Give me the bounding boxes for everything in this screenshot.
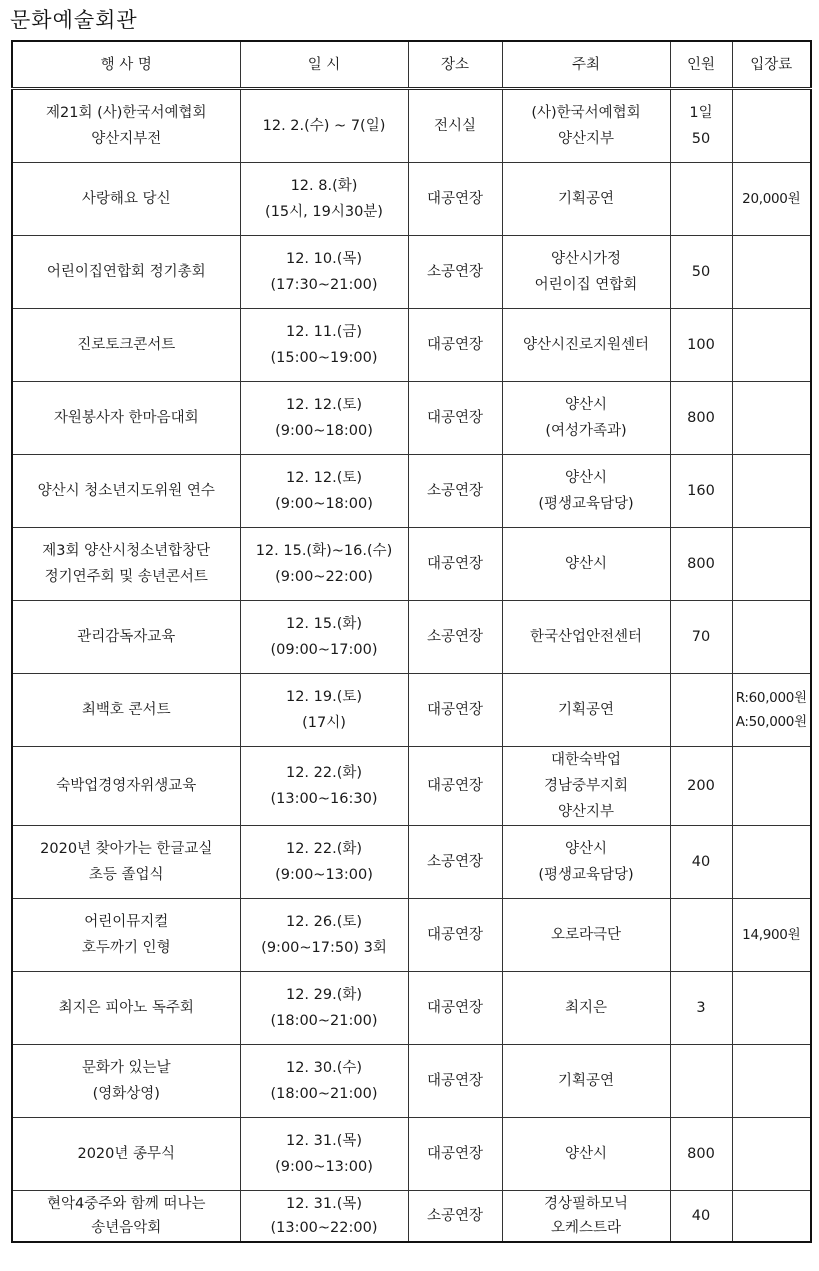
venue-cell: 대공연장 [408, 1045, 502, 1118]
fee-cell [732, 747, 811, 826]
fee-cell [732, 89, 811, 163]
venue-cell: 대공연장 [408, 899, 502, 972]
fee-cell [732, 455, 811, 528]
fee-cell: R:60,000원 A:50,000원 [732, 674, 811, 747]
event-name-cell: 어린이뮤지컬 호두까기 인형 [12, 899, 240, 972]
fee-cell: 20,000원 [732, 163, 811, 236]
host-cell: 양산시 (평생교육담당) [502, 455, 670, 528]
fee-cell [732, 382, 811, 455]
people-cell: 40 [670, 1191, 732, 1243]
host-cell: 경상필하모닉 오케스트라 [502, 1191, 670, 1243]
event-name-cell: 어린이집연합회 정기총회 [12, 236, 240, 309]
fee-cell [732, 528, 811, 601]
page-title: 문화예술회관 [10, 8, 138, 32]
datetime-cell: 12. 19.(토) (17시) [240, 674, 408, 747]
event-name-cell: 최지은 피아노 독주회 [12, 972, 240, 1045]
host-cell: 오로라극단 [502, 899, 670, 972]
people-cell: 50 [670, 236, 732, 309]
people-cell: 100 [670, 309, 732, 382]
people-cell: 800 [670, 1118, 732, 1191]
datetime-cell: 12. 10.(목) (17:30~21:00) [240, 236, 408, 309]
host-cell: 한국산업안전센터 [502, 601, 670, 674]
fee-cell: 14,900원 [732, 899, 811, 972]
people-cell: 160 [670, 455, 732, 528]
table-row [12, 382, 811, 455]
datetime-cell: 12. 26.(토) (9:00~17:50) 3회 [240, 899, 408, 972]
datetime-cell: 12. 22.(화) (9:00~13:00) [240, 826, 408, 899]
event-name-cell: 숙박업경영자위생교육 [12, 747, 240, 826]
table-row [12, 601, 811, 674]
table-row [12, 747, 811, 826]
header-datetime: 일 시 [240, 41, 408, 89]
table-row [12, 1045, 811, 1118]
table-row [12, 163, 811, 236]
host-cell: 최지은 [502, 972, 670, 1045]
datetime-cell: 12. 30.(수) (18:00~21:00) [240, 1045, 408, 1118]
datetime-cell: 12. 31.(목) (13:00~22:00) [240, 1191, 408, 1243]
venue-cell: 대공연장 [408, 972, 502, 1045]
event-name-cell: 양산시 청소년지도위원 연수 [12, 455, 240, 528]
event-name-cell: 제3회 양산시청소년합창단 정기연주회 및 송년콘서트 [12, 528, 240, 601]
host-cell: 양산시 [502, 528, 670, 601]
table-row [12, 826, 811, 899]
host-cell: (사)한국서예협회 양산지부 [502, 89, 670, 163]
people-cell [670, 1045, 732, 1118]
datetime-cell: 12. 12.(토) (9:00~18:00) [240, 455, 408, 528]
venue-cell: 소공연장 [408, 455, 502, 528]
fee-cell [732, 309, 811, 382]
people-cell [670, 674, 732, 747]
host-cell: 대한숙박업 경남중부지회 양산지부 [502, 747, 670, 826]
venue-cell: 대공연장 [408, 163, 502, 236]
event-name-cell: 문화가 있는날 (영화상영) [12, 1045, 240, 1118]
venue-cell: 대공연장 [408, 309, 502, 382]
fee-cell [732, 826, 811, 899]
event-schedule-table [11, 40, 812, 1243]
datetime-cell: 12. 11.(금) (15:00~19:00) [240, 309, 408, 382]
datetime-cell: 12. 15.(화) (09:00~17:00) [240, 601, 408, 674]
table-row [12, 89, 811, 163]
fee-cell [732, 1045, 811, 1118]
fee-cell [732, 1191, 811, 1243]
people-cell [670, 899, 732, 972]
people-cell: 200 [670, 747, 732, 826]
datetime-cell: 12. 22.(화) (13:00~16:30) [240, 747, 408, 826]
header-host: 주최 [502, 41, 670, 89]
event-name-cell: 사랑해요 당신 [12, 163, 240, 236]
host-cell: 기획공연 [502, 674, 670, 747]
datetime-cell: 12. 12.(토) (9:00~18:00) [240, 382, 408, 455]
host-cell: 기획공연 [502, 1045, 670, 1118]
host-cell: 양산시가정 어린이집 연합회 [502, 236, 670, 309]
venue-cell: 대공연장 [408, 747, 502, 826]
table-row [12, 674, 811, 747]
people-cell: 800 [670, 528, 732, 601]
table-row [12, 972, 811, 1045]
datetime-cell: 12. 2.(수) ~ 7(일) [240, 89, 408, 163]
host-cell: 기획공연 [502, 163, 670, 236]
event-name-cell: 제21회 (사)한국서예협회 양산지부전 [12, 89, 240, 163]
table-row [12, 899, 811, 972]
table-row [12, 236, 811, 309]
host-cell: 양산시 [502, 1118, 670, 1191]
fee-cell [732, 972, 811, 1045]
host-cell: 양산시 (평생교육담당) [502, 826, 670, 899]
venue-cell: 소공연장 [408, 236, 502, 309]
header-people: 인원 [670, 41, 732, 89]
venue-cell: 대공연장 [408, 382, 502, 455]
event-name-cell: 현악4중주와 함께 떠나는 송년음악회 [12, 1191, 240, 1243]
table-row [12, 455, 811, 528]
fee-cell [732, 601, 811, 674]
venue-cell: 대공연장 [408, 528, 502, 601]
event-name-cell: 관리감독자교육 [12, 601, 240, 674]
datetime-cell: 12. 8.(화) (15시, 19시30분) [240, 163, 408, 236]
venue-cell: 대공연장 [408, 674, 502, 747]
table-row [12, 528, 811, 601]
venue-cell: 소공연장 [408, 1191, 502, 1243]
people-cell: 1일 50 [670, 89, 732, 163]
people-cell: 3 [670, 972, 732, 1045]
fee-cell [732, 1118, 811, 1191]
people-cell: 40 [670, 826, 732, 899]
venue-cell: 전시실 [408, 89, 502, 163]
event-name-cell: 자원봉사자 한마음대회 [12, 382, 240, 455]
people-cell [670, 163, 732, 236]
event-name-cell: 2020년 종무식 [12, 1118, 240, 1191]
people-cell: 800 [670, 382, 732, 455]
venue-cell: 대공연장 [408, 1118, 502, 1191]
event-name-cell: 진로토크콘서트 [12, 309, 240, 382]
venue-cell: 소공연장 [408, 826, 502, 899]
datetime-cell: 12. 31.(목) (9:00~13:00) [240, 1118, 408, 1191]
table-row [12, 1191, 811, 1243]
datetime-cell: 12. 15.(화)~16.(수) (9:00~22:00) [240, 528, 408, 601]
header-event-name: 행 사 명 [12, 41, 240, 89]
host-cell: 양산시진로지원센터 [502, 309, 670, 382]
datetime-cell: 12. 29.(화) (18:00~21:00) [240, 972, 408, 1045]
header-fee: 입장료 [732, 41, 811, 89]
header-venue: 장소 [408, 41, 502, 89]
table-row [12, 1118, 811, 1191]
fee-cell [732, 236, 811, 309]
event-name-cell: 최백호 콘서트 [12, 674, 240, 747]
people-cell: 70 [670, 601, 732, 674]
table-row [12, 309, 811, 382]
event-name-cell: 2020년 찾아가는 한글교실 초등 졸업식 [12, 826, 240, 899]
table-header-row [12, 41, 811, 89]
host-cell: 양산시 (여성가족과) [502, 382, 670, 455]
venue-cell: 소공연장 [408, 601, 502, 674]
